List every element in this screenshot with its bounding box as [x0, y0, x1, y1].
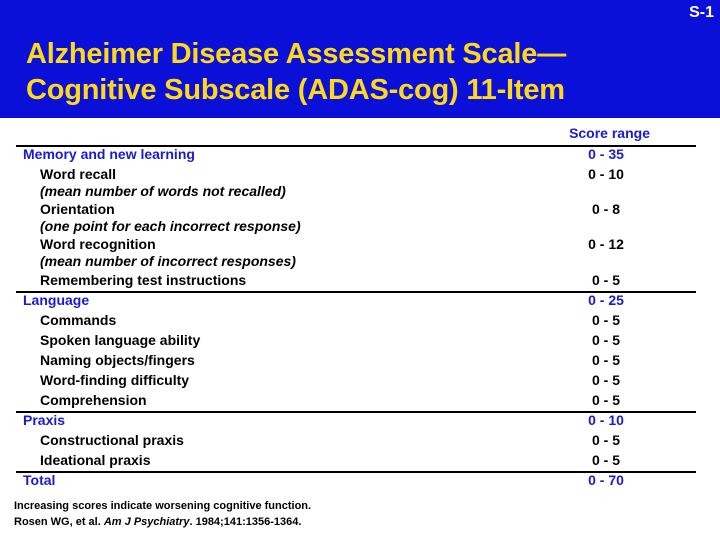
- score-range: 0 - 5: [591, 452, 620, 468]
- score-range: 0 - 5: [591, 272, 620, 288]
- score-range: 0 - 5: [591, 312, 620, 328]
- score-range: 0 - 5: [591, 332, 620, 348]
- item-label: Ideational praxis: [40, 452, 151, 468]
- citation-authors: Rosen WG, et al.: [14, 516, 104, 528]
- item-sublabel: (mean number of words not recalled): [40, 183, 286, 199]
- category-label: Praxis: [23, 412, 66, 428]
- item-label: Orientation: [40, 201, 115, 217]
- slide-number: S-1: [689, 4, 714, 21]
- score-range: 0 - 5: [591, 352, 620, 368]
- item-label: Commands: [40, 312, 117, 328]
- score-range: 0 - 5: [591, 392, 620, 408]
- item-label: Spoken language ability: [40, 332, 201, 348]
- item-label: Word-finding difficulty: [40, 372, 190, 388]
- score-range: 0 - 35: [588, 146, 624, 162]
- category-label: Memory and new learning: [23, 146, 195, 162]
- title-line-2: Cognitive Subscale (ADAS-cog) 11-Item: [26, 74, 565, 106]
- footnote-line-1: Increasing scores indicate worsening cognitive function.: [14, 500, 312, 512]
- score-range: 0 - 5: [591, 372, 620, 388]
- item-label: Word recall: [40, 166, 116, 182]
- item-sublabel: (mean number of incorrect responses): [40, 253, 296, 269]
- footnote-line-2: [14, 514, 311, 530]
- citation-details: . 1984;141:1356-1364.: [189, 516, 302, 528]
- item-label: Naming objects/fingers: [40, 352, 195, 368]
- score-range: 0 - 10: [588, 166, 624, 182]
- score-range: 0 - 8: [591, 201, 620, 217]
- category-label: Language: [23, 292, 90, 308]
- item-label: Constructional praxis: [40, 432, 184, 448]
- score-range-header: Score range: [569, 125, 650, 141]
- score-range: 0 - 5: [591, 432, 620, 448]
- category-label: Total: [23, 472, 56, 488]
- score-range: 0 - 70: [588, 472, 624, 488]
- title-line-1: Alzheimer Disease Assessment Scale—: [26, 38, 566, 70]
- item-label: Comprehension: [40, 392, 147, 408]
- score-range: 0 - 12: [588, 236, 624, 252]
- footnote: [14, 498, 311, 530]
- item-label: Remembering test instructions: [40, 272, 247, 288]
- item-label: Word recognition: [40, 236, 156, 252]
- page-title: [26, 36, 706, 108]
- score-range: 0 - 10: [588, 412, 624, 428]
- score-range: 0 - 25: [588, 292, 624, 308]
- header-banner: [0, 0, 720, 118]
- citation-journal: Am J Psychiatry: [103, 516, 190, 528]
- item-sublabel: (one point for each incorrect response): [40, 218, 301, 234]
